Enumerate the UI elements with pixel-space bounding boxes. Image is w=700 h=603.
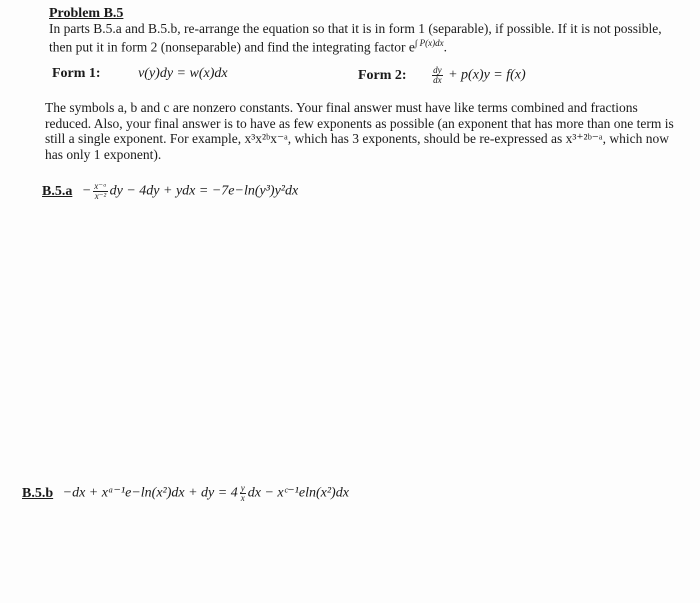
part-b5b — [22, 484, 349, 503]
intro-line-2: then put it in form 2 (nonseparable) and find the integrating factor $e^{\int P(x)dx}$. — [49, 38, 447, 55]
part-b5a-label: B.5.a — [42, 183, 73, 199]
form-1 — [52, 66, 228, 82]
part-b5a-equation: dy − 4dy + ydx = −7e−ln(y³)y²dx — [109, 183, 299, 199]
part-b5b-fraction: $\frac{y}{x}$ — [240, 483, 245, 503]
form-1-label: Form 1: — [52, 66, 101, 81]
integrating-factor-exponent: ∫ P(x)dx — [414, 38, 444, 48]
problem-title: Problem B.5 — [49, 6, 124, 21]
intro-line-2-text: then put it in form 2 (nonseparable) and find the integrating factor e — [49, 39, 415, 55]
form-1-equation: v(y)dy = w(x)dx — [138, 66, 228, 81]
instructions-text: The symbols a, b and c are nonzero constants. Your final answer must have like terms combined and fractions reduced. Also, your final answer is to have as few exponents as possible (an exponent that has more than one term is still a single exponent. For example, x³x²ᵇx⁻ᵃ, which has 3 exponents, should be re-expressed as x³⁺²ᵇ⁻ᵃ, which now has only 1 exponent). — [45, 100, 674, 162]
instructions-paragraph — [45, 100, 675, 162]
form-2-equation: + p(x)y = f(x) — [448, 67, 526, 83]
part-b5b-equation-rest: dx − xᶜ⁻¹eln(x²)dx — [247, 485, 349, 501]
form-2-derivative: $\frac{dy}{dx}$ — [433, 65, 442, 85]
form-2-label: Form 2: — [358, 67, 407, 83]
intro-line-1: In parts B.5.a and B.5.b, re-arrange the equation so that it is in form 1 (separable), if possible. If it is not possible, — [49, 21, 662, 36]
form-2 — [358, 66, 526, 85]
part-b5a-fraction: $\frac{\text{x⁻ᵃ}}{\text{x⁻²}}$ — [94, 181, 107, 201]
part-b5b-label: B.5.b — [22, 485, 54, 501]
part-b5a: B.5.a − $\frac{\text{x⁻ᵃ}}{\text{x⁻²}}$ dy − 4dy + ydx = −7e−ln(y³)y²dx — [42, 181, 299, 201]
part-b5b-equation-start: −dx + xᵃ⁻¹e−ln(x²)dx + dy = 4 — [62, 485, 238, 501]
